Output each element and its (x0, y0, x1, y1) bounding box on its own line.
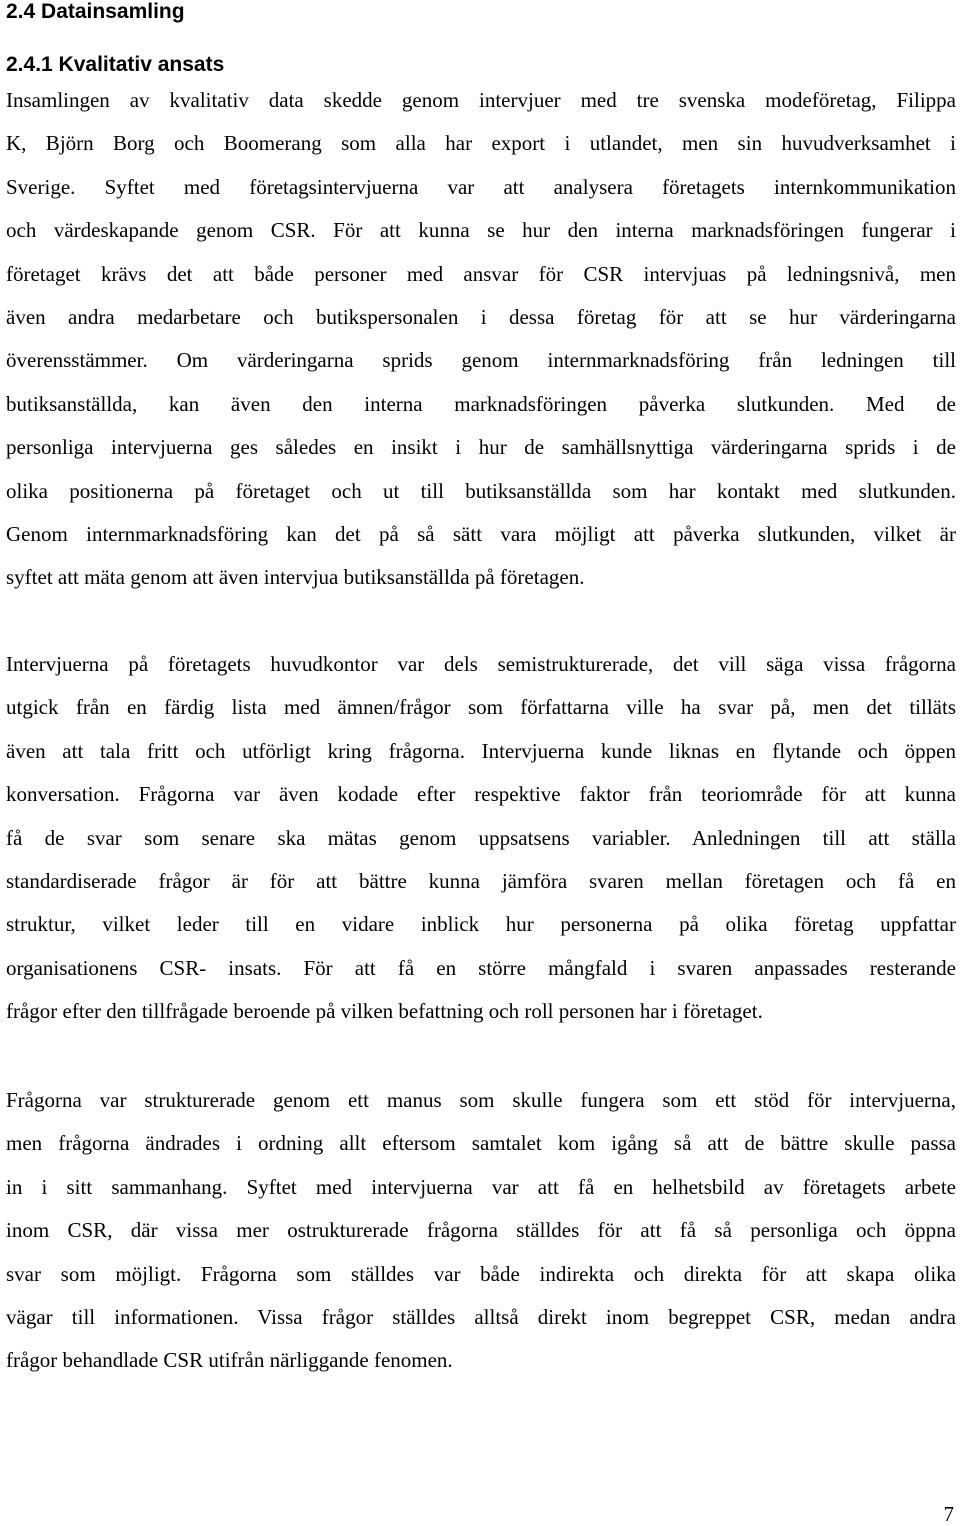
text-line: men frågorna ändrades i ordning allt eftersom samtalet kom igång så att de bättre skulle passa (6, 1131, 956, 1156)
text-line: Insamlingen av kvalitativ data skedde genom intervjuer med tre svenska modeföretag, Filippa (6, 88, 956, 112)
text-line: olika positionerna på företaget och ut till butiksanställda som har kontakt med slutkunden. (6, 478, 956, 503)
subsection-heading: 2.4.1 Kvalitativ ansats (6, 53, 225, 76)
text-line: frågor efter den tillfrågade beroende på vilken befattning och roll personen har i företaget. (6, 999, 763, 1024)
text-line: inom CSR, där vissa mer ostrukturerade frågorna ställdes för att få så personliga och öppna (6, 1218, 956, 1243)
text-line: få de svar som senare ska mätas genom uppsatsens variabler. Anledningen till att ställa (6, 825, 956, 850)
section-heading: 2.4 Datainsamling (6, 0, 185, 23)
page-number: 7 (943, 1502, 954, 1526)
text-line: syftet att mäta genom att även intervjua butiksanställda på företagen. (6, 565, 585, 590)
text-line: Frågorna var strukturerade genom ett manus som skulle fungera som ett stöd för intervjuerna, (6, 1088, 956, 1112)
text-line: frågor behandlade CSR utifrån närliggande fenomen. (6, 1348, 453, 1373)
text-line: vägar till informationen. Vissa frågor ställdes alltså direkt inom begreppet CSR, medan andra (6, 1304, 956, 1329)
text-line: överensstämmer. Om värderingarna sprids genom internmarknadsföring från ledningen till (6, 348, 956, 373)
text-line: även andra medarbetare och butikspersonalen i dessa företag för att se hur värderingarna (6, 304, 956, 329)
text-line: företaget krävs det att både personer med ansvar för CSR intervjuas på ledningsnivå, men (6, 261, 956, 286)
text-line: organisationens CSR- insats. För att få en större mångfald i svaren anpassades resterande (6, 955, 956, 980)
paragraph-2 (6, 643, 956, 1034)
text-line: Genom internmarknadsföring kan det på så sätt vara möjligt att påverka slutkunden, vilket är (6, 521, 956, 546)
paragraph-1 (6, 79, 956, 600)
text-line: konversation. Frågorna var även kodade efter respektive faktor från teoriområde för att kunna (6, 782, 956, 807)
text-line: struktur, vilket leder till en vidare inblick hur personerna på olika företag uppfattar (6, 912, 956, 937)
text-line: Sverige. Syftet med företagsintervjuerna var att analysera företagets internkommunikation (6, 174, 956, 199)
text-line: butiksanställda, kan även den interna marknadsföringen påverka slutkunden. Med de (6, 391, 956, 416)
text-line: standardiserade frågor är för att bättre kunna jämföra svaren mellan företagen och få en (6, 868, 956, 893)
paragraph-3 (6, 1079, 956, 1383)
text-line: Intervjuerna på företagets huvudkontor var dels semistrukturerade, det vill säga vissa frågorna (6, 652, 956, 676)
text-line: K, Björn Borg och Boomerang som alla har export i utlandet, men sin huvudverksamhet i (6, 131, 956, 156)
text-line: svar som möjligt. Frågorna som ställdes var både indirekta och direkta för att skapa olika (6, 1261, 956, 1286)
text-line: personliga intervjuerna ges således en insikt i hur de samhällsnyttiga värderingarna sprids i de (6, 435, 956, 460)
text-line: utgick från en färdig lista med ämnen/frågor som författarna ville ha svar på, men det tilläts (6, 695, 956, 720)
text-line: och värdeskapande genom CSR. För att kunna se hur den interna marknadsföringen fungerar i (6, 218, 956, 243)
text-line: in i sitt sammanhang. Syftet med intervjuerna var att få en helhetsbild av företagets arbete (6, 1174, 956, 1199)
text-line: även att tala fritt och utförligt kring frågorna. Intervjuerna kunde liknas en flytande och öppen (6, 738, 956, 763)
